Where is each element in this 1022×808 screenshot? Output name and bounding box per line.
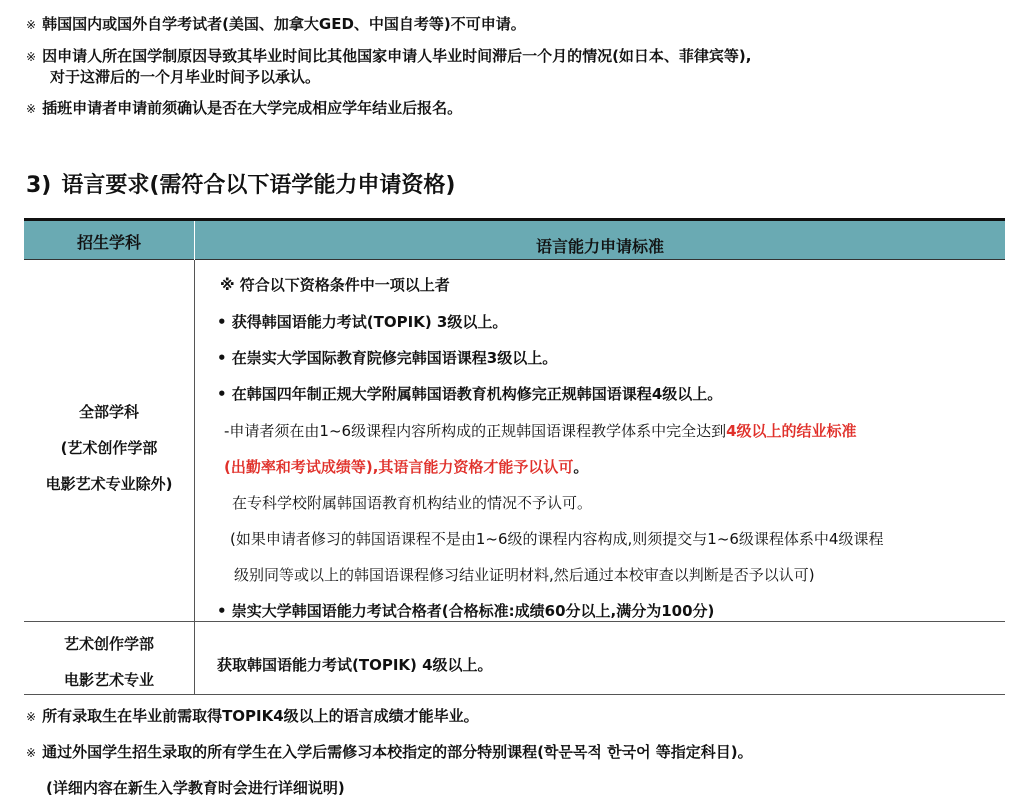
column-divider xyxy=(194,260,195,694)
dept-line: 全部学科 xyxy=(78,403,139,421)
note-special-courses xyxy=(26,742,753,763)
reference-mark: ※ xyxy=(26,710,37,724)
dept-arts xyxy=(24,626,194,698)
dept-line: 电影艺术专业 xyxy=(63,671,154,689)
header-dept: 招生学科 xyxy=(24,221,195,260)
dept-line: 艺术创作学部 xyxy=(63,635,154,653)
note-graduation-topik xyxy=(26,706,479,727)
criteria-detail-line xyxy=(224,420,857,441)
note-orientation xyxy=(46,778,345,798)
criteria-intro: ※ 符合以下资格条件中一项以上者 xyxy=(220,276,450,294)
note-text: 因申请人所在国学制原因导致其毕业时间比其他国家申请人毕业时间滞后一个月的情况(如日本、菲律宾等), xyxy=(42,47,752,65)
criteria-detail-line xyxy=(224,456,588,477)
header-criteria: 语言能力申请标准 xyxy=(535,237,664,256)
table-header xyxy=(24,218,1005,260)
criteria-university-course: • 在韩国四年制正规大学附属韩国语教育机构修完正规韩国语课程4级以上。 xyxy=(217,385,723,403)
note-text: 韩国国内或国外自学考试者(美国、加拿大GED、中国自考等)不可申请。 xyxy=(42,15,526,33)
dept-all xyxy=(24,394,194,502)
note-text: 通过外国学生招生录取的所有学生在入学后需修习本校指定的部分特别课程(학문목적 한국어 等指定科目)。 xyxy=(42,743,753,761)
note-graduation-delay xyxy=(26,46,751,87)
note-continuation: 对于这滞后的一个月毕业时间予以承认。 xyxy=(50,68,321,86)
note-transfer xyxy=(26,98,462,119)
reference-mark: ※ xyxy=(26,102,37,116)
reference-mark: ※ xyxy=(26,18,37,32)
note-text: (详细内容在新生入学教育时会进行详细说明) xyxy=(46,779,345,797)
criteria-detail-line: (如果申请者修习的韩国语课程不是由1~6级的课程内容构成,则须提交与1~6级课程体系中4级课程 xyxy=(230,530,884,548)
criteria-soongsil-course: • 在崇实大学国际教育院修完韩国语课程3级以上。 xyxy=(217,349,558,367)
criteria-soongsil-test: • 崇实大学韩国语能力考试合格者(合格标准:成绩60分以上,满分为100分) xyxy=(217,602,715,620)
dept-line: (艺术创作学部 xyxy=(60,439,158,457)
dept-line: 电影艺术专业除外) xyxy=(45,475,173,493)
section-heading: 语言要求(需符合以下语学能力申请资格) xyxy=(61,173,456,198)
criteria-detail-line: 在专科学校附属韩国语教育机构结业的情况不予认可。 xyxy=(232,494,593,512)
section-title xyxy=(26,168,456,199)
criteria-topik4: 获取韩国语能力考试(TOPIK) 4级以上。 xyxy=(217,656,493,674)
row-divider xyxy=(24,621,1005,622)
criteria-topik3: • 获得韩国语能力考试(TOPIK) 3级以上。 xyxy=(217,313,508,331)
reference-mark: ※ xyxy=(26,50,37,64)
note-text: 插班申请者申请前须确认是否在大学完成相应学年结业后报名。 xyxy=(42,99,463,117)
detail-highlight: (出勤率和考试成绩等),其语言能力资格才能予以认可 xyxy=(224,458,574,476)
criteria-detail-line: 级别同等或以上的韩国语课程修习结业证明材料,然后通过本校审查以判断是否予以认可) xyxy=(234,566,815,584)
detail-text: 。 xyxy=(573,458,589,476)
detail-highlight: 4级以上的结业标准 xyxy=(726,422,857,440)
reference-mark: ※ xyxy=(26,746,37,760)
note-text: 所有录取生在毕业前需取得TOPIK4级以上的语言成绩才能毕业。 xyxy=(42,707,479,725)
detail-text: -申请者须在由1~6级课程内容所构成的正规韩国语课程教学体系中完全达到 xyxy=(224,422,727,440)
section-number: 3) xyxy=(26,173,52,198)
note-self-study xyxy=(26,14,526,35)
